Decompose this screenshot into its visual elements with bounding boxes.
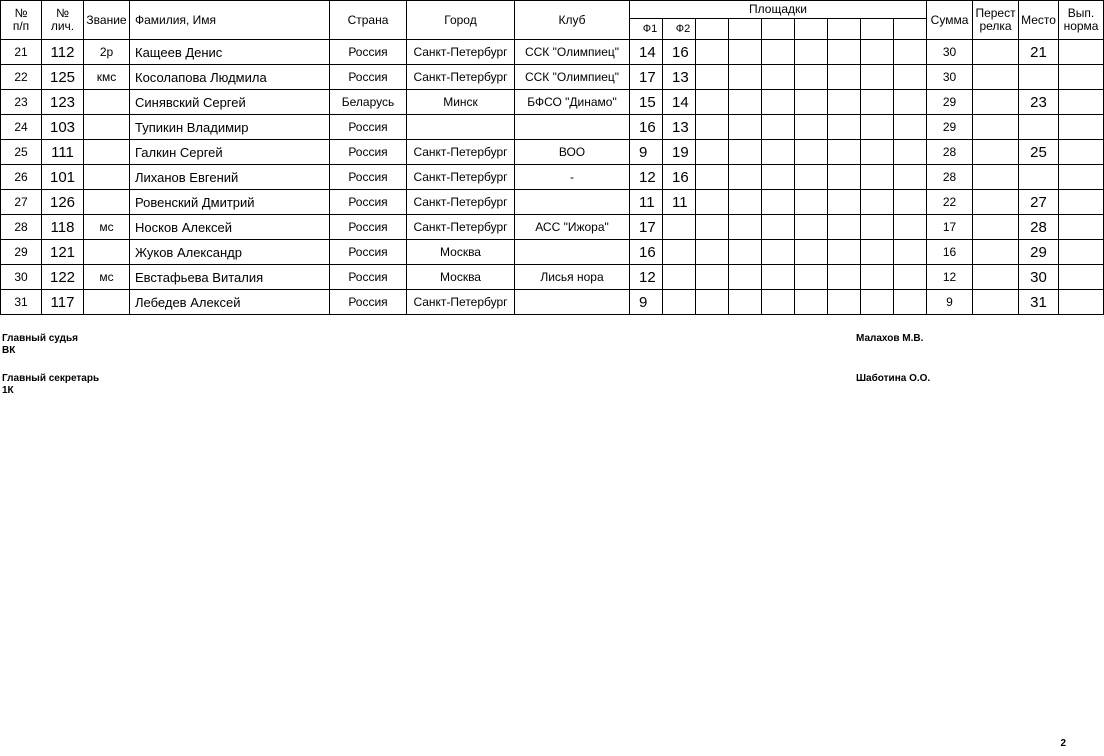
cell-place: 29 — [1019, 240, 1059, 265]
cell-sum: 16 — [927, 240, 973, 265]
header-platform-empty — [696, 19, 729, 40]
cell-platform-empty — [762, 115, 795, 140]
cell-replay — [973, 265, 1019, 290]
header-name: Фамилия, Имя — [130, 1, 330, 40]
cell-platform-empty — [795, 265, 828, 290]
cell-country: Россия — [330, 40, 407, 65]
cell-replay — [973, 90, 1019, 115]
cell-f2: 14 — [663, 90, 696, 115]
cell-platform-empty — [828, 65, 861, 90]
cell-platform-empty — [894, 215, 927, 240]
header-f2: Ф2 — [663, 19, 696, 40]
chief-judge-title: Главный судья — [2, 333, 78, 344]
chief-secretary-block — [2, 373, 99, 397]
cell-license: 123 — [42, 90, 84, 115]
cell-city — [407, 115, 515, 140]
cell-platform-empty — [729, 215, 762, 240]
cell-license: 121 — [42, 240, 84, 265]
cell-sum: 12 — [927, 265, 973, 290]
cell-platform-empty — [696, 115, 729, 140]
cell-club: ВОО — [515, 140, 630, 165]
table-row — [1, 65, 1104, 90]
cell-platform-empty — [729, 140, 762, 165]
cell-replay — [973, 290, 1019, 315]
cell-country: Россия — [330, 115, 407, 140]
cell-norm — [1059, 40, 1104, 65]
cell-platform-empty — [696, 240, 729, 265]
cell-platform-empty — [729, 240, 762, 265]
cell-f2 — [663, 215, 696, 240]
cell-name: Тупикин Владимир — [130, 115, 330, 140]
cell-platform-empty — [894, 140, 927, 165]
cell-platform-empty — [861, 65, 894, 90]
header-country: Страна — [330, 1, 407, 40]
cell-country: Беларусь — [330, 90, 407, 115]
chief-secretary-name: Шаботина О.О. — [856, 373, 931, 384]
cell-platform-empty — [729, 90, 762, 115]
cell-city: Санкт-Петербург — [407, 140, 515, 165]
cell-rank — [84, 240, 130, 265]
cell-sum: 30 — [927, 65, 973, 90]
cell-sum: 29 — [927, 115, 973, 140]
cell-license: 112 — [42, 40, 84, 65]
cell-platform-empty — [861, 215, 894, 240]
cell-replay — [973, 115, 1019, 140]
cell-platform-empty — [861, 265, 894, 290]
cell-place: 21 — [1019, 40, 1059, 65]
cell-place: 28 — [1019, 215, 1059, 240]
cell-country: Россия — [330, 140, 407, 165]
header-norm: Вып. норма — [1059, 1, 1104, 40]
cell-platform-empty — [696, 190, 729, 215]
header-f1: Ф1 — [630, 19, 663, 40]
cell-norm — [1059, 165, 1104, 190]
header-sum: Сумма — [927, 1, 973, 40]
cell-platform-empty — [861, 165, 894, 190]
cell-platform-empty — [729, 40, 762, 65]
cell-license: 126 — [42, 190, 84, 215]
cell-country: Россия — [330, 265, 407, 290]
cell-rank — [84, 90, 130, 115]
cell-norm — [1059, 65, 1104, 90]
cell-rank: кмс — [84, 65, 130, 90]
cell-f2 — [663, 290, 696, 315]
cell-replay — [973, 165, 1019, 190]
cell-name: Жуков Александр — [130, 240, 330, 265]
cell-name: Лебедев Алексей — [130, 290, 330, 315]
cell-num: 31 — [1, 290, 42, 315]
cell-club: - — [515, 165, 630, 190]
cell-platform-empty — [828, 40, 861, 65]
cell-name: Лиханов Евгений — [130, 165, 330, 190]
cell-num: 30 — [1, 265, 42, 290]
cell-platform-empty — [729, 65, 762, 90]
cell-platform-empty — [696, 140, 729, 165]
cell-sum: 17 — [927, 215, 973, 240]
cell-platform-empty — [894, 65, 927, 90]
cell-f2: 13 — [663, 115, 696, 140]
cell-country: Россия — [330, 190, 407, 215]
chief-secretary-category: 1К — [2, 385, 14, 396]
cell-num: 28 — [1, 215, 42, 240]
cell-club — [515, 190, 630, 215]
cell-platform-empty — [828, 240, 861, 265]
cell-platform-empty — [828, 165, 861, 190]
cell-platform-empty — [828, 90, 861, 115]
cell-platform-empty — [861, 140, 894, 165]
chief-secretary-title: Главный секретарь — [2, 373, 100, 384]
cell-license: 125 — [42, 65, 84, 90]
cell-platform-empty — [696, 65, 729, 90]
cell-club — [515, 115, 630, 140]
cell-f2: 19 — [663, 140, 696, 165]
cell-name: Евстафьева Виталия — [130, 265, 330, 290]
cell-platform-empty — [894, 115, 927, 140]
cell-platform-empty — [729, 165, 762, 190]
table-row — [1, 265, 1104, 290]
cell-f1: 14 — [630, 40, 663, 65]
cell-platform-empty — [861, 190, 894, 215]
cell-replay — [973, 140, 1019, 165]
table-row — [1, 40, 1104, 65]
cell-platform-empty — [696, 215, 729, 240]
cell-platform-empty — [762, 290, 795, 315]
cell-rank: 2р — [84, 40, 130, 65]
cell-f2: 11 — [663, 190, 696, 215]
cell-club — [515, 290, 630, 315]
cell-name: Галкин Сергей — [130, 140, 330, 165]
cell-country: Россия — [330, 65, 407, 90]
cell-sum: 28 — [927, 165, 973, 190]
cell-rank: мс — [84, 265, 130, 290]
cell-platform-empty — [894, 265, 927, 290]
table-row — [1, 115, 1104, 140]
cell-country: Россия — [330, 290, 407, 315]
header-platform-empty — [762, 19, 795, 40]
cell-norm — [1059, 115, 1104, 140]
cell-platform-empty — [861, 290, 894, 315]
cell-platform-empty — [861, 90, 894, 115]
cell-platform-empty — [696, 290, 729, 315]
cell-name: Синявский Сергей — [130, 90, 330, 115]
cell-f1: 9 — [630, 140, 663, 165]
header-city: Город — [407, 1, 515, 40]
cell-platform-empty — [795, 140, 828, 165]
cell-num: 25 — [1, 140, 42, 165]
cell-replay — [973, 240, 1019, 265]
cell-city: Санкт-Петербург — [407, 190, 515, 215]
cell-replay — [973, 40, 1019, 65]
cell-license: 111 — [42, 140, 84, 165]
results-table — [0, 0, 1104, 315]
cell-license: 118 — [42, 215, 84, 240]
cell-sum: 28 — [927, 140, 973, 165]
cell-place: 30 — [1019, 265, 1059, 290]
cell-country: Россия — [330, 165, 407, 190]
cell-platform-empty — [828, 290, 861, 315]
cell-city: Москва — [407, 265, 515, 290]
cell-club: БФСО "Динамо" — [515, 90, 630, 115]
cell-name: Ровенский Дмитрий — [130, 190, 330, 215]
cell-platform-empty — [894, 165, 927, 190]
cell-norm — [1059, 215, 1104, 240]
cell-city: Санкт-Петербург — [407, 65, 515, 90]
table-row — [1, 290, 1104, 315]
cell-num: 23 — [1, 90, 42, 115]
cell-platform-empty — [795, 240, 828, 265]
cell-platform-empty — [894, 240, 927, 265]
chief-judge-block — [2, 333, 78, 357]
cell-f1: 16 — [630, 240, 663, 265]
cell-platform-empty — [894, 90, 927, 115]
cell-platform-empty — [828, 265, 861, 290]
cell-platform-empty — [762, 215, 795, 240]
cell-platform-empty — [795, 190, 828, 215]
table-row — [1, 215, 1104, 240]
cell-f1: 15 — [630, 90, 663, 115]
cell-f2: 16 — [663, 165, 696, 190]
cell-rank — [84, 190, 130, 215]
cell-platform-empty — [795, 40, 828, 65]
cell-f1: 16 — [630, 115, 663, 140]
cell-num: 26 — [1, 165, 42, 190]
cell-num: 24 — [1, 115, 42, 140]
cell-f2: 16 — [663, 40, 696, 65]
page-number: 2 — [1060, 738, 1066, 749]
cell-num: 22 — [1, 65, 42, 90]
cell-country: Россия — [330, 215, 407, 240]
header-platform-empty — [861, 19, 894, 40]
cell-replay — [973, 215, 1019, 240]
cell-num: 21 — [1, 40, 42, 65]
cell-f1: 12 — [630, 165, 663, 190]
cell-platform-empty — [828, 140, 861, 165]
cell-name: Косолапова Людмила — [130, 65, 330, 90]
table-row — [1, 240, 1104, 265]
cell-license: 122 — [42, 265, 84, 290]
cell-name: Носков Алексей — [130, 215, 330, 240]
cell-platform-empty — [762, 65, 795, 90]
cell-platform-empty — [729, 265, 762, 290]
cell-num: 27 — [1, 190, 42, 215]
header-club: Клуб — [515, 1, 630, 40]
cell-city: Санкт-Петербург — [407, 165, 515, 190]
cell-platform-empty — [795, 290, 828, 315]
cell-place — [1019, 65, 1059, 90]
cell-norm — [1059, 240, 1104, 265]
cell-place: 25 — [1019, 140, 1059, 165]
cell-f1: 11 — [630, 190, 663, 215]
cell-platform-empty — [795, 90, 828, 115]
cell-platform-empty — [696, 40, 729, 65]
cell-norm — [1059, 140, 1104, 165]
cell-rank — [84, 115, 130, 140]
cell-platform-empty — [762, 190, 795, 215]
cell-platform-empty — [729, 190, 762, 215]
cell-f1: 12 — [630, 265, 663, 290]
cell-f2 — [663, 240, 696, 265]
cell-club: Лисья нора — [515, 265, 630, 290]
cell-platform-empty — [795, 115, 828, 140]
cell-f1: 17 — [630, 65, 663, 90]
cell-platform-empty — [795, 165, 828, 190]
cell-platform-empty — [729, 290, 762, 315]
cell-f1: 9 — [630, 290, 663, 315]
header-place: Место — [1019, 1, 1059, 40]
header-platforms: Площадки — [630, 1, 927, 19]
cell-sum: 29 — [927, 90, 973, 115]
cell-platform-empty — [894, 190, 927, 215]
cell-platform-empty — [762, 265, 795, 290]
cell-place: 27 — [1019, 190, 1059, 215]
cell-place — [1019, 115, 1059, 140]
table-row — [1, 190, 1104, 215]
cell-platform-empty — [762, 240, 795, 265]
table-row — [1, 90, 1104, 115]
cell-club — [515, 240, 630, 265]
cell-platform-empty — [696, 265, 729, 290]
header-platform-empty — [729, 19, 762, 40]
cell-name: Кащеев Денис — [130, 40, 330, 65]
cell-norm — [1059, 290, 1104, 315]
cell-num: 29 — [1, 240, 42, 265]
cell-rank: мс — [84, 215, 130, 240]
cell-norm — [1059, 190, 1104, 215]
cell-city: Санкт-Петербург — [407, 40, 515, 65]
cell-platform-empty — [795, 65, 828, 90]
cell-platform-empty — [762, 165, 795, 190]
cell-club: ССК "Олимпиец" — [515, 65, 630, 90]
chief-judge-name: Малахов М.В. — [856, 333, 924, 344]
cell-platform-empty — [828, 115, 861, 140]
cell-platform-empty — [729, 115, 762, 140]
cell-platform-empty — [894, 40, 927, 65]
header-platform-empty — [894, 19, 927, 40]
cell-city: Санкт-Петербург — [407, 290, 515, 315]
cell-platform-empty — [828, 215, 861, 240]
header-num: № п/п — [1, 1, 42, 40]
cell-license: 103 — [42, 115, 84, 140]
cell-sum: 30 — [927, 40, 973, 65]
cell-f1: 17 — [630, 215, 663, 240]
header-rank: Звание — [84, 1, 130, 40]
cell-platform-empty — [894, 290, 927, 315]
cell-platform-empty — [861, 40, 894, 65]
table-row — [1, 140, 1104, 165]
table-row — [1, 165, 1104, 190]
header-license: № лич. — [42, 1, 84, 40]
cell-replay — [973, 190, 1019, 215]
cell-club: АСС "Ижора" — [515, 215, 630, 240]
cell-platform-empty — [861, 115, 894, 140]
cell-norm — [1059, 265, 1104, 290]
cell-platform-empty — [828, 190, 861, 215]
cell-platform-empty — [795, 215, 828, 240]
cell-platform-empty — [696, 165, 729, 190]
chief-judge-category: ВК — [2, 345, 16, 356]
header-platform-empty — [795, 19, 828, 40]
cell-f2 — [663, 265, 696, 290]
cell-place: 31 — [1019, 290, 1059, 315]
cell-place — [1019, 165, 1059, 190]
cell-sum: 22 — [927, 190, 973, 215]
cell-platform-empty — [696, 90, 729, 115]
cell-platform-empty — [762, 140, 795, 165]
cell-rank — [84, 290, 130, 315]
cell-replay — [973, 65, 1019, 90]
cell-country: Россия — [330, 240, 407, 265]
cell-norm — [1059, 90, 1104, 115]
cell-rank — [84, 140, 130, 165]
cell-license: 117 — [42, 290, 84, 315]
cell-license: 101 — [42, 165, 84, 190]
cell-place: 23 — [1019, 90, 1059, 115]
cell-city: Москва — [407, 240, 515, 265]
cell-city: Санкт-Петербург — [407, 215, 515, 240]
header-replay: Перест релка — [973, 1, 1019, 40]
cell-club: ССК "Олимпиец" — [515, 40, 630, 65]
cell-platform-empty — [762, 90, 795, 115]
cell-platform-empty — [762, 40, 795, 65]
cell-city: Минск — [407, 90, 515, 115]
cell-f2: 13 — [663, 65, 696, 90]
cell-platform-empty — [861, 240, 894, 265]
header-platform-empty — [828, 19, 861, 40]
cell-rank — [84, 165, 130, 190]
cell-sum: 9 — [927, 290, 973, 315]
